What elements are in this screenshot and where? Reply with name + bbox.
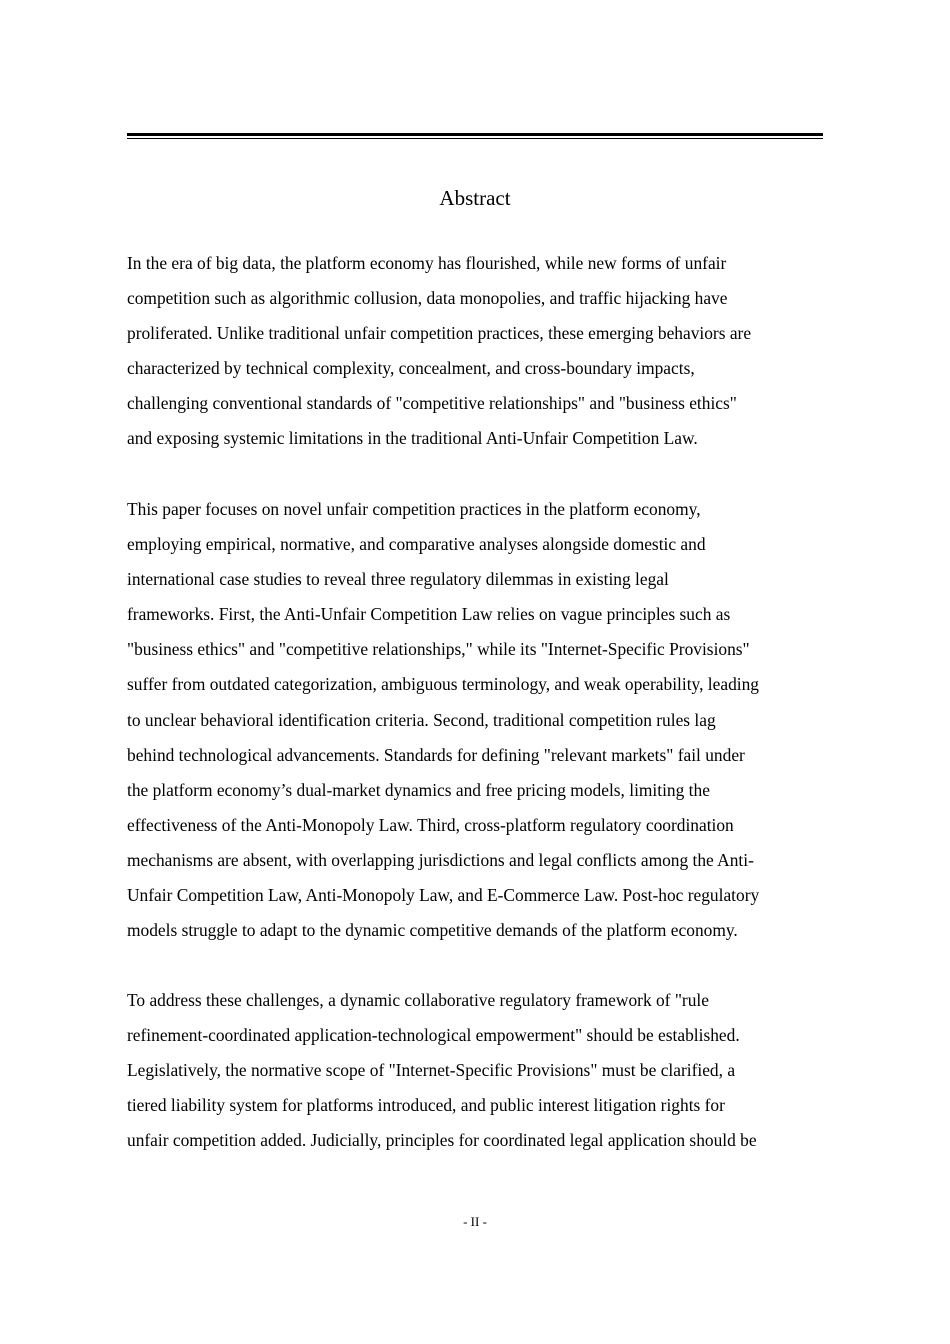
text-line: To address these challenges, a dynamic collaborative regulatory framework of "rule xyxy=(127,990,709,1010)
text-line: In the era of big data, the platform economy has flourished, while new forms of unfair xyxy=(127,253,727,273)
text-line: "business ethics" and "competitive relationships," while its "Internet-Specific Provisions" xyxy=(127,639,750,660)
text-line: and exposing systemic limitations in the traditional Anti-Unfair Competition Law. xyxy=(127,428,698,449)
text-line: characterized by technical complexity, concealment, and cross-boundary impacts, xyxy=(127,358,695,379)
text-line: competition such as algorithmic collusion, data monopolies, and traffic hijacking have xyxy=(127,288,728,309)
text-line: Legislatively, the normative scope of "Internet-Specific Provisions" must be clarified, a xyxy=(127,1060,736,1081)
text-line: the platform economy’s dual-market dynamics and free pricing models, limiting the xyxy=(127,779,710,800)
abstract-paragraph-3 xyxy=(127,983,827,1158)
text-line: suffer from outdated categorization, ambiguous terminology, and weak operability, leading xyxy=(127,674,759,695)
text-line: refinement-coordinated application-technological empowerment" should be established. xyxy=(127,1025,740,1046)
text-line: This paper focuses on novel unfair competition practices in the platform economy, xyxy=(127,499,701,519)
abstract-paragraph-1 xyxy=(127,246,827,457)
text-line: frameworks. First, the Anti-Unfair Competition Law relies on vague principles such as xyxy=(127,604,731,625)
header-rule-thick xyxy=(127,133,823,136)
text-line: unfair competition added. Judicially, principles for coordinated legal application should be xyxy=(127,1130,757,1151)
header-rule-thin xyxy=(127,138,823,139)
page-number: - II - xyxy=(463,1214,487,1229)
page-title: Abstract xyxy=(439,186,511,210)
text-line: to unclear behavioral identification criteria. Second, traditional competition rules lag xyxy=(127,709,716,730)
text-line: international case studies to reveal three regulatory dilemmas in existing legal xyxy=(127,569,669,590)
text-line: behind technological advancements. Standards for defining "relevant markets" fail under xyxy=(127,744,745,765)
text-line: challenging conventional standards of "competitive relationships" and "business ethics" xyxy=(127,393,737,414)
text-line: effectiveness of the Anti-Monopoly Law. Third, cross-platform regulatory coordination xyxy=(127,814,734,835)
text-line: proliferated. Unlike traditional unfair competition practices, these emerging behaviors are xyxy=(127,323,752,344)
text-line: Unfair Competition Law, Anti-Monopoly Law, and E-Commerce Law. Post-hoc regulatory xyxy=(127,885,760,906)
text-line: models struggle to adapt to the dynamic competitive demands of the platform economy. xyxy=(127,920,738,941)
text-line: employing empirical, normative, and comparative analyses alongside domestic and xyxy=(127,534,706,555)
text-line: tiered liability system for platforms introduced, and public interest litigation rights for xyxy=(127,1095,725,1116)
text-line: mechanisms are absent, with overlapping jurisdictions and legal conflicts among the Anti- xyxy=(127,849,754,870)
abstract-paragraph-2 xyxy=(127,492,827,948)
